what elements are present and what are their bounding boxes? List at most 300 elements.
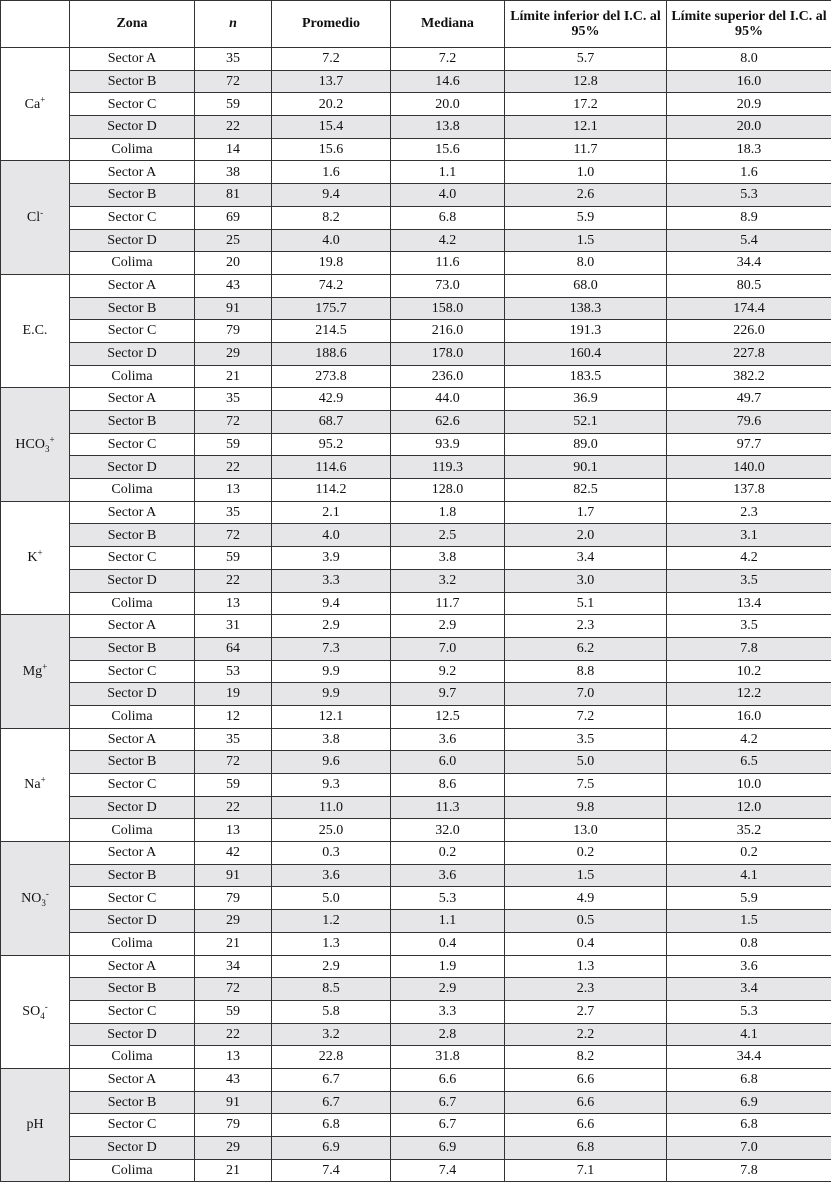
table-row xyxy=(1,93,831,116)
limite-inferior-cell: 1.5 xyxy=(505,864,667,887)
zona-cell: Colima xyxy=(70,932,195,955)
parameter-symbol: Na xyxy=(24,777,40,792)
table-row xyxy=(1,637,831,660)
mediana-cell: 31.8 xyxy=(391,1046,505,1069)
n-cell: 72 xyxy=(195,978,272,1001)
promedio-cell: 175.7 xyxy=(272,297,391,320)
table-row xyxy=(1,932,831,955)
zona-cell: Colima xyxy=(70,1046,195,1069)
limite-superior-cell: 4.1 xyxy=(667,1023,831,1046)
promedio-cell: 3.2 xyxy=(272,1023,391,1046)
limite-inferior-cell: 183.5 xyxy=(505,365,667,388)
n-cell: 35 xyxy=(195,728,272,751)
promedio-cell: 22.8 xyxy=(272,1046,391,1069)
limite-inferior-cell: 7.1 xyxy=(505,1159,667,1182)
limite-superior-cell: 10.2 xyxy=(667,660,831,683)
limite-inferior-cell: 1.0 xyxy=(505,161,667,184)
promedio-cell: 6.9 xyxy=(272,1137,391,1160)
parameter-superscript: - xyxy=(40,207,43,217)
header-n: n xyxy=(195,1,272,48)
promedio-cell: 1.2 xyxy=(272,910,391,933)
parameter-label xyxy=(1,955,70,1068)
mediana-cell: 2.9 xyxy=(391,978,505,1001)
mediana-cell: 44.0 xyxy=(391,388,505,411)
promedio-cell: 7.4 xyxy=(272,1159,391,1182)
mediana-cell: 5.3 xyxy=(391,887,505,910)
limite-inferior-cell: 9.8 xyxy=(505,796,667,819)
zona-cell: Sector C xyxy=(70,1000,195,1023)
zona-cell: Sector A xyxy=(70,501,195,524)
table-row xyxy=(1,479,831,502)
limite-inferior-cell: 82.5 xyxy=(505,479,667,502)
limite-inferior-cell: 11.7 xyxy=(505,138,667,161)
zona-cell: Sector B xyxy=(70,70,195,93)
limite-inferior-cell: 5.9 xyxy=(505,206,667,229)
mediana-cell: 0.2 xyxy=(391,842,505,865)
parameter-label xyxy=(1,728,70,841)
limite-inferior-cell: 0.2 xyxy=(505,842,667,865)
promedio-cell: 3.9 xyxy=(272,547,391,570)
table-row xyxy=(1,184,831,207)
mediana-cell: 6.7 xyxy=(391,1114,505,1137)
mediana-cell: 1.9 xyxy=(391,955,505,978)
table-row xyxy=(1,547,831,570)
promedio-cell: 6.7 xyxy=(272,1068,391,1091)
header-promedio: Promedio xyxy=(272,1,391,48)
zona-cell: Sector C xyxy=(70,1114,195,1137)
limite-inferior-cell: 68.0 xyxy=(505,274,667,297)
mediana-cell: 216.0 xyxy=(391,320,505,343)
table-row xyxy=(1,433,831,456)
limite-inferior-cell: 2.6 xyxy=(505,184,667,207)
limite-inferior-cell: 3.4 xyxy=(505,547,667,570)
limite-inferior-cell: 6.6 xyxy=(505,1114,667,1137)
promedio-cell: 25.0 xyxy=(272,819,391,842)
n-cell: 59 xyxy=(195,547,272,570)
zona-cell: Colima xyxy=(70,819,195,842)
mediana-cell: 20.0 xyxy=(391,93,505,116)
promedio-cell: 42.9 xyxy=(272,388,391,411)
mediana-cell: 7.0 xyxy=(391,637,505,660)
limite-inferior-cell: 2.2 xyxy=(505,1023,667,1046)
n-cell: 22 xyxy=(195,796,272,819)
limite-inferior-cell: 8.8 xyxy=(505,660,667,683)
table-row xyxy=(1,48,831,71)
n-cell: 59 xyxy=(195,1000,272,1023)
n-cell: 22 xyxy=(195,456,272,479)
n-cell: 35 xyxy=(195,388,272,411)
zona-cell: Sector B xyxy=(70,524,195,547)
limite-superior-cell: 12.2 xyxy=(667,683,831,706)
mediana-cell: 3.6 xyxy=(391,728,505,751)
table-row xyxy=(1,796,831,819)
limite-superior-cell: 12.0 xyxy=(667,796,831,819)
limite-inferior-cell: 17.2 xyxy=(505,93,667,116)
limite-superior-cell: 6.9 xyxy=(667,1091,831,1114)
mediana-cell: 3.3 xyxy=(391,1000,505,1023)
table-row xyxy=(1,342,831,365)
n-cell: 81 xyxy=(195,184,272,207)
zona-cell: Colima xyxy=(70,252,195,275)
mediana-cell: 6.0 xyxy=(391,751,505,774)
n-cell: 22 xyxy=(195,1023,272,1046)
promedio-cell: 0.3 xyxy=(272,842,391,865)
mediana-cell: 32.0 xyxy=(391,819,505,842)
mediana-cell: 236.0 xyxy=(391,365,505,388)
zona-cell: Sector D xyxy=(70,456,195,479)
n-cell: 79 xyxy=(195,1114,272,1137)
limite-inferior-cell: 191.3 xyxy=(505,320,667,343)
limite-inferior-cell: 12.1 xyxy=(505,116,667,139)
limite-superior-cell: 7.8 xyxy=(667,1159,831,1182)
n-cell: 13 xyxy=(195,592,272,615)
limite-inferior-cell: 1.7 xyxy=(505,501,667,524)
parameter-symbol: Cl xyxy=(27,210,40,225)
limite-superior-cell: 4.1 xyxy=(667,864,831,887)
limite-inferior-cell: 12.8 xyxy=(505,70,667,93)
promedio-cell: 2.1 xyxy=(272,501,391,524)
limite-superior-cell: 35.2 xyxy=(667,819,831,842)
limite-superior-cell: 3.4 xyxy=(667,978,831,1001)
limite-superior-cell: 34.4 xyxy=(667,1046,831,1069)
promedio-cell: 188.6 xyxy=(272,342,391,365)
n-cell: 72 xyxy=(195,411,272,434)
table-row xyxy=(1,751,831,774)
zona-cell: Sector A xyxy=(70,955,195,978)
zona-cell: Sector C xyxy=(70,660,195,683)
n-cell: 22 xyxy=(195,569,272,592)
mediana-cell: 11.3 xyxy=(391,796,505,819)
table-row xyxy=(1,206,831,229)
table-row xyxy=(1,592,831,615)
zona-cell: Sector A xyxy=(70,48,195,71)
promedio-cell: 6.8 xyxy=(272,1114,391,1137)
mediana-cell: 8.6 xyxy=(391,774,505,797)
table-row xyxy=(1,1137,831,1160)
n-cell: 72 xyxy=(195,751,272,774)
n-cell: 12 xyxy=(195,705,272,728)
header-parameter xyxy=(1,1,70,48)
n-cell: 59 xyxy=(195,774,272,797)
promedio-cell: 74.2 xyxy=(272,274,391,297)
parameter-label xyxy=(1,501,70,614)
parameter-symbol: SO xyxy=(22,1004,40,1019)
n-cell: 21 xyxy=(195,1159,272,1182)
table-row xyxy=(1,161,831,184)
limite-inferior-cell: 3.5 xyxy=(505,728,667,751)
parameter-superscript: - xyxy=(46,888,49,898)
limite-inferior-cell: 13.0 xyxy=(505,819,667,842)
zona-cell: Sector A xyxy=(70,728,195,751)
limite-inferior-cell: 2.3 xyxy=(505,978,667,1001)
promedio-cell: 1.3 xyxy=(272,932,391,955)
parameter-symbol: pH xyxy=(26,1117,43,1132)
limite-superior-cell: 5.3 xyxy=(667,184,831,207)
mediana-cell: 3.8 xyxy=(391,547,505,570)
limite-superior-cell: 3.5 xyxy=(667,569,831,592)
promedio-cell: 9.4 xyxy=(272,184,391,207)
promedio-cell: 7.2 xyxy=(272,48,391,71)
limite-superior-cell: 8.0 xyxy=(667,48,831,71)
parameter-superscript: + xyxy=(38,548,43,558)
promedio-cell: 6.7 xyxy=(272,1091,391,1114)
n-cell: 21 xyxy=(195,365,272,388)
zona-cell: Colima xyxy=(70,138,195,161)
parameter-label xyxy=(1,1068,70,1181)
table-row xyxy=(1,705,831,728)
zona-cell: Sector C xyxy=(70,774,195,797)
mediana-cell: 9.2 xyxy=(391,660,505,683)
limite-inferior-cell: 160.4 xyxy=(505,342,667,365)
limite-inferior-cell: 6.6 xyxy=(505,1068,667,1091)
header-limite-superior: Límite superior del I.C. al 95% xyxy=(667,1,831,48)
zona-cell: Sector B xyxy=(70,297,195,320)
limite-inferior-cell: 52.1 xyxy=(505,411,667,434)
table-row xyxy=(1,864,831,887)
zona-cell: Sector C xyxy=(70,320,195,343)
limite-superior-cell: 6.8 xyxy=(667,1068,831,1091)
parameter-superscript: + xyxy=(42,661,47,671)
table-row xyxy=(1,456,831,479)
parameter-label xyxy=(1,161,70,274)
zona-cell: Sector D xyxy=(70,229,195,252)
zona-cell: Sector A xyxy=(70,842,195,865)
zona-cell: Sector B xyxy=(70,411,195,434)
mediana-cell: 6.8 xyxy=(391,206,505,229)
parameter-superscript: + xyxy=(49,434,54,444)
parameter-symbol: HCO xyxy=(15,437,45,452)
mediana-cell: 0.4 xyxy=(391,932,505,955)
mediana-cell: 73.0 xyxy=(391,274,505,297)
limite-superior-cell: 16.0 xyxy=(667,70,831,93)
zona-cell: Sector B xyxy=(70,864,195,887)
mediana-cell: 62.6 xyxy=(391,411,505,434)
mediana-cell: 6.6 xyxy=(391,1068,505,1091)
mediana-cell: 13.8 xyxy=(391,116,505,139)
limite-superior-cell: 34.4 xyxy=(667,252,831,275)
table-row xyxy=(1,728,831,751)
limite-inferior-cell: 1.3 xyxy=(505,955,667,978)
n-cell: 43 xyxy=(195,274,272,297)
n-cell: 13 xyxy=(195,479,272,502)
n-cell: 59 xyxy=(195,433,272,456)
table-row xyxy=(1,297,831,320)
mediana-cell: 158.0 xyxy=(391,297,505,320)
n-cell: 35 xyxy=(195,48,272,71)
mediana-cell: 1.1 xyxy=(391,161,505,184)
n-cell: 20 xyxy=(195,252,272,275)
promedio-cell: 4.0 xyxy=(272,524,391,547)
limite-superior-cell: 5.9 xyxy=(667,887,831,910)
n-cell: 72 xyxy=(195,70,272,93)
limite-inferior-cell: 2.3 xyxy=(505,615,667,638)
limite-superior-cell: 16.0 xyxy=(667,705,831,728)
table-row xyxy=(1,274,831,297)
promedio-cell: 273.8 xyxy=(272,365,391,388)
promedio-cell: 5.0 xyxy=(272,887,391,910)
limite-inferior-cell: 1.5 xyxy=(505,229,667,252)
mediana-cell: 2.5 xyxy=(391,524,505,547)
mediana-cell: 3.6 xyxy=(391,864,505,887)
table-row xyxy=(1,1023,831,1046)
table-row xyxy=(1,411,831,434)
n-cell: 35 xyxy=(195,501,272,524)
header-zona: Zona xyxy=(70,1,195,48)
limite-inferior-cell: 2.0 xyxy=(505,524,667,547)
limite-superior-cell: 4.2 xyxy=(667,547,831,570)
table-body xyxy=(1,48,831,1182)
table-row xyxy=(1,1114,831,1137)
limite-inferior-cell: 5.1 xyxy=(505,592,667,615)
promedio-cell: 5.8 xyxy=(272,1000,391,1023)
limite-inferior-cell: 36.9 xyxy=(505,388,667,411)
parameter-symbol: K xyxy=(27,550,37,565)
limite-superior-cell: 1.5 xyxy=(667,910,831,933)
parameter-label xyxy=(1,48,70,161)
limite-superior-cell: 174.4 xyxy=(667,297,831,320)
limite-superior-cell: 20.0 xyxy=(667,116,831,139)
promedio-cell: 11.0 xyxy=(272,796,391,819)
limite-inferior-cell: 6.2 xyxy=(505,637,667,660)
table-row xyxy=(1,229,831,252)
limite-superior-cell: 13.4 xyxy=(667,592,831,615)
table-row xyxy=(1,1159,831,1182)
n-cell: 43 xyxy=(195,1068,272,1091)
table-row xyxy=(1,116,831,139)
limite-inferior-cell: 4.9 xyxy=(505,887,667,910)
promedio-cell: 15.4 xyxy=(272,116,391,139)
header-limite-inferior: Límite inferior del I.C. al 95% xyxy=(505,1,667,48)
n-cell: 79 xyxy=(195,320,272,343)
table-row xyxy=(1,1091,831,1114)
promedio-cell: 20.2 xyxy=(272,93,391,116)
zona-cell: Sector B xyxy=(70,751,195,774)
n-cell: 22 xyxy=(195,116,272,139)
promedio-cell: 214.5 xyxy=(272,320,391,343)
zona-cell: Sector B xyxy=(70,637,195,660)
parameter-superscript: - xyxy=(45,1001,48,1011)
limite-superior-cell: 7.0 xyxy=(667,1137,831,1160)
header-row xyxy=(1,1,831,48)
zona-cell: Sector A xyxy=(70,388,195,411)
mediana-cell: 15.6 xyxy=(391,138,505,161)
table-row xyxy=(1,501,831,524)
table-row xyxy=(1,320,831,343)
limite-inferior-cell: 0.4 xyxy=(505,932,667,955)
table-row xyxy=(1,660,831,683)
zona-cell: Sector D xyxy=(70,342,195,365)
n-cell: 53 xyxy=(195,660,272,683)
promedio-cell: 3.3 xyxy=(272,569,391,592)
mediana-cell: 6.7 xyxy=(391,1091,505,1114)
limite-superior-cell: 6.5 xyxy=(667,751,831,774)
parameter-symbol: E.C. xyxy=(23,323,48,338)
table-row xyxy=(1,615,831,638)
table-row xyxy=(1,978,831,1001)
table-row xyxy=(1,955,831,978)
limite-superior-cell: 5.4 xyxy=(667,229,831,252)
limite-inferior-cell: 8.0 xyxy=(505,252,667,275)
mediana-cell: 7.2 xyxy=(391,48,505,71)
limite-inferior-cell: 3.0 xyxy=(505,569,667,592)
parameter-symbol: Ca xyxy=(25,97,41,112)
zona-cell: Sector D xyxy=(70,116,195,139)
n-cell: 31 xyxy=(195,615,272,638)
limite-superior-cell: 18.3 xyxy=(667,138,831,161)
header-mediana: Mediana xyxy=(391,1,505,48)
zona-cell: Sector D xyxy=(70,683,195,706)
limite-superior-cell: 97.7 xyxy=(667,433,831,456)
limite-superior-cell: 8.9 xyxy=(667,206,831,229)
mediana-cell: 3.2 xyxy=(391,569,505,592)
promedio-cell: 8.5 xyxy=(272,978,391,1001)
table-row xyxy=(1,819,831,842)
limite-superior-cell: 6.8 xyxy=(667,1114,831,1137)
limite-superior-cell: 226.0 xyxy=(667,320,831,343)
n-cell: 29 xyxy=(195,342,272,365)
limite-superior-cell: 49.7 xyxy=(667,388,831,411)
promedio-cell: 7.3 xyxy=(272,637,391,660)
limite-inferior-cell: 6.6 xyxy=(505,1091,667,1114)
parameter-label xyxy=(1,615,70,728)
zona-cell: Sector A xyxy=(70,161,195,184)
limite-inferior-cell: 7.5 xyxy=(505,774,667,797)
mediana-cell: 9.7 xyxy=(391,683,505,706)
limite-superior-cell: 1.6 xyxy=(667,161,831,184)
limite-inferior-cell: 7.0 xyxy=(505,683,667,706)
limite-inferior-cell: 2.7 xyxy=(505,1000,667,1023)
n-cell: 29 xyxy=(195,910,272,933)
mediana-cell: 93.9 xyxy=(391,433,505,456)
limite-superior-cell: 4.2 xyxy=(667,728,831,751)
limite-superior-cell: 5.3 xyxy=(667,1000,831,1023)
zona-cell: Sector C xyxy=(70,93,195,116)
limite-inferior-cell: 6.8 xyxy=(505,1137,667,1160)
limite-superior-cell: 80.5 xyxy=(667,274,831,297)
parameter-subscript: 4 xyxy=(40,1011,45,1021)
n-cell: 13 xyxy=(195,819,272,842)
zona-cell: Colima xyxy=(70,365,195,388)
n-cell: 14 xyxy=(195,138,272,161)
mediana-cell: 2.9 xyxy=(391,615,505,638)
limite-inferior-cell: 89.0 xyxy=(505,433,667,456)
n-cell: 79 xyxy=(195,887,272,910)
promedio-cell: 2.9 xyxy=(272,955,391,978)
table-row xyxy=(1,524,831,547)
zona-cell: Sector D xyxy=(70,1023,195,1046)
table-row xyxy=(1,774,831,797)
parameter-symbol: Mg xyxy=(23,664,42,679)
limite-superior-cell: 0.2 xyxy=(667,842,831,865)
promedio-cell: 3.8 xyxy=(272,728,391,751)
mediana-cell: 7.4 xyxy=(391,1159,505,1182)
mediana-cell: 11.6 xyxy=(391,252,505,275)
limite-superior-cell: 227.8 xyxy=(667,342,831,365)
zona-cell: Sector C xyxy=(70,206,195,229)
limite-superior-cell: 3.6 xyxy=(667,955,831,978)
zona-cell: Sector C xyxy=(70,433,195,456)
promedio-cell: 4.0 xyxy=(272,229,391,252)
mediana-cell: 178.0 xyxy=(391,342,505,365)
n-cell: 72 xyxy=(195,524,272,547)
n-cell: 34 xyxy=(195,955,272,978)
mediana-cell: 6.9 xyxy=(391,1137,505,1160)
zona-cell: Sector C xyxy=(70,887,195,910)
zona-cell: Sector B xyxy=(70,184,195,207)
mediana-cell: 11.7 xyxy=(391,592,505,615)
table-row xyxy=(1,365,831,388)
parameter-label xyxy=(1,388,70,501)
